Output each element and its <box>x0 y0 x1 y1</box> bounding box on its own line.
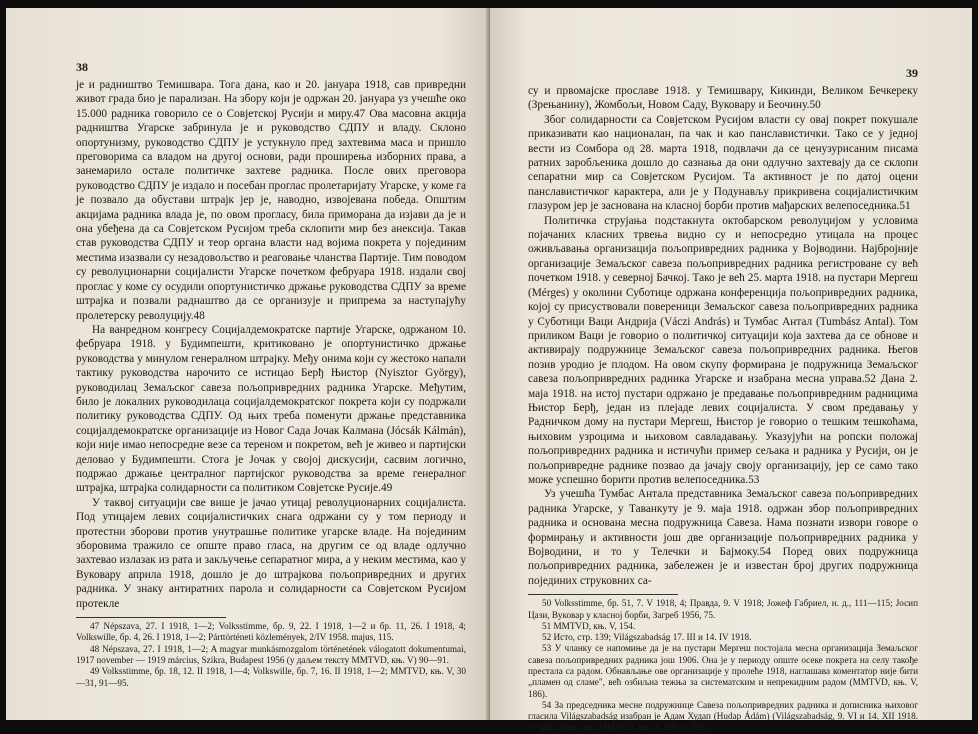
footnote: 51 MMTVD, књ. V, 154. <box>542 620 636 631</box>
paragraph: Уз учешћа Тумбас Антала представника Земаљског савеза пољопривредних радника Угарске, у Таванкуту је 9. маја 1918. одржан збор пољопривредних радника и основана месна подружница Савеза. Нама познати извори говоре о формирању и активности још две организације пољопривредних радника у Војводини, и то у Телечки и Бајмоку.54 Поред ових подружница пољопривредних радника, забележен је и известан број других подружница појединих струковних са- <box>528 488 918 587</box>
footnote: 48 Népszava, 27. I 1918, 1—2; A magyar munkásmozgalom történetének válogatott dokumentumai, 1917 november — 1919 március, Szikra, Budapest 1956 (у даљем тексту MMTVD, књ. V) 90—91. <box>76 643 466 665</box>
footnote: 50 Volksstimme, бр. 51, 7. V 1918, 4; Правда, 9. V 1918; Јожеф Габриел, н. д., 111—115; Јосип Цази, Вуковар у класној борби, Загреб 1956, 75. <box>528 598 918 620</box>
paragraph: На ванредном конгресу Социјалдемократске партије Угарске, одржаном 10. фебруара 1918. у Будимпешти, критиковано је опортунистичко држање руководства у минулом генералном штрајку. Међу онима који су жестоко напали тактику руководства нарочито се истицао Берђ Њистор (Nyisztor György), руководилац Земаљског савеза пољопривредних радника Угарске. Међутим, било је локалних руководилаца социјалдемократског покрета који су подржали политику руководства СДПУ. Од њих треба поменути држање представника социјалдемократске организације из Новог Сада Јочак Калмана (Jócsák Kálmán), који није имао непосредне везе са тереном и покретом, већ је живео и партијски деловао у Будимпешти. Стога је Јочак у својој дискусији, сасвим логично, подржао држање централног партијског руководства за време генералног штрајка, штрајка солидарности са политиком Совјетске Русије.49 <box>76 323 466 495</box>
right-body-text <box>528 84 918 734</box>
paragraph: су и првомајске прославе 1918. у Темишвару, Кикинди, Великом Бечкереку (Зрењанину), Жомбољи, Новом Саду, Вуковару и Беочину.50 <box>528 85 918 112</box>
left-page <box>6 8 488 720</box>
footnote: 47 Népszava, 27. I 1918, 1—2; Volksstimme, бр. 9, 22. I 1918, 1—2 и бр. 11, 26. I 1918, 4; Volkswille, бр. 4, 26. I 1918, 1—2; Párttörténeti közlemények, 2/IV 1958. majus, 115. <box>76 621 466 643</box>
left-footnotes <box>76 621 466 689</box>
footnote: 49 Volksstimme, бр. 18, 12. II 1918, 1—4; Volkswille, бр. 7, 16. II 1918, 1—2; MMTVD, књ. V, 30—31, 91—95. <box>76 666 466 688</box>
left-page-number: 38 <box>76 60 88 74</box>
paragraph: Због солидарности са Совјетском Русијом власти су овај покрет покушале приказивати као националан, па чак и као панславистички. Тако се у једној вести из Сомбора од 28. марта 1918, подвлачи да се ценузурисаним писама ратних заробљеника дошло до сазнања да они одлучно захтевају да се склопи сепаратни мир са Совјетском Русијом. Та активност је по датој оцени панславистичког карактера, али је у Подунављу прикривена социјалистичким глазуром јер је заснована на класној борби против мађарских велепоседника.51 <box>528 113 918 213</box>
footnote-rule <box>528 594 678 595</box>
paragraph: Политичка струјања подстакнута октобарском револуцијом у условима појачаних класних трвења видно су и непосредно утицала на процес оживљавања организација пољопривредних радника у Војводини. Најбројније организације Земаљског савеза пољопривредних радника регистроване су већ почетком 1918. у северној Бачкој. Тако је већ 25. марта 1918. на пустари Мергеш (Mérges) у околини Суботице одржана конференција пољопривредних радника, којој су присуствовали повереници Земаљског савеза пољопривредних радника у Суботици Ваци Андрија (Váczi András) и Тумбас Антал (Tumbász Antal). Том приликом Ваци је говорио о политичкој ситуацији која захтева да се обнове и активирају подружнице Земаљског савеза пољопривредних радника. Његов позив уродио је плодом. На овом скупу формирана је подружница Земаљског савеза пољопривредних радника Угарске и изабрана месна управа.52 Дана 2. маја 1918. на истој пустари одржано је предавање пољопривредним радницима Њистор Берђ, један из плејаде левих социјалиста. У свом предавању у Радничком дому на пустари Мергеш, Њистор је говорио о тешким тешкоћама, њиховим узроцима и њиховом савладавању. Указујући на ропски положај пољопривредних радника и истичући пример сељака и радника у Русији, он је пољопривредне раднике позвао да јачају своју организацију, јер се само тако може успешно борити против велепоседника.53 <box>528 214 918 486</box>
paragraph: У таквој ситуацији све више је јачао утицај револуционарних социјалиста. Под утицајем левих социјалистичких снага одржани су у том периоду и протестни зборови против унутрашње политике угарске владе. На појединим зборовима тражило се опште право гласа, на другим се од владе одлучно захтевао излазак из рата и закључење сепаратног мира, а у неким местима, као у Вуковару априла 1918, дошло је до штрајкова пољопривредних и других радника. У знаку антиратних парола и солидарности са Совјетском Русијом протекле <box>76 496 466 610</box>
paragraph: је и радништво Темишвара. Тога дана, као и 20. јануара 1918, сав привредни живот града био је парализан. На збору који је одржан 20. јануара уз учешће око 15.000 радника говорило се о Совјетској Русији и миру.47 Ова масовна акција радништва Угарске забринула је и руководство СДПУ и владу. Склоно опортунизму, руководство СДПУ је устукнуло пред захтевима маса и пришло преговорима са владом на другој основи, ради проширења изборних права, а занемарило остале политичке захтеве радника. После ових преговора руководство СДПУ је издало и посебан проглас пролетаријату Угарске, у коме га је позвало да обустави штрајк јер је, наводно, извојевана победа. Општим акцијама радника влада је, по овом прогласу, била приморана да изјави да је и она убеђена да са Совјетском Русијом треба склопити мир без анексија. Такав став руководства СДПУ и теор органа власти над војима покрета у појединим местима изазвали су незадовољство и реаговање чланства Партије. Тим поводом су револуционарни социјалисти Угарске почетком фебруара 1918. издали свој проглас у коме су осудили опортунистичко држање руководства СДПУ за време штрајка и позвали раднаштво да се организује и припрема за наступајућу пролетерску револуцију.48 <box>76 79 466 322</box>
footnote: 52 Исто, стр. 139; Világszabadság 17. III и 14. IV 1918. <box>542 632 752 643</box>
footnote: 53 У чланку се напомиње да је на пустари Мергеш постојала месна организација Земаљског савеза пољопривредних радника још 1906. Она је у периоду опште осеке покрета на селу такође престала са радом. Обнављање ове организације у пролеће 1918, наглашава коментатор није бити „пламен од сламе", већ озбиљна тежња за систематским и непрекидним радом (MMTVD, књ. V, 186). <box>528 643 918 699</box>
right-page-number: 39 <box>906 66 918 80</box>
left-body-text <box>76 78 466 689</box>
footnote: 54 За председника месне подружнице Савеза пољопривредних радника и дописника њиховог гласила Világszabadság изабран је Адам Худап (Hudap Ádám) (Világszabadság, 9. VI и 14. XII 1918. — цит. према књ. MMTVD, књ. V, 186. и 381). <box>528 699 918 733</box>
footnote-rule <box>76 617 226 618</box>
right-footnotes <box>528 598 918 734</box>
book-spread <box>6 8 972 733</box>
right-page <box>490 8 972 733</box>
